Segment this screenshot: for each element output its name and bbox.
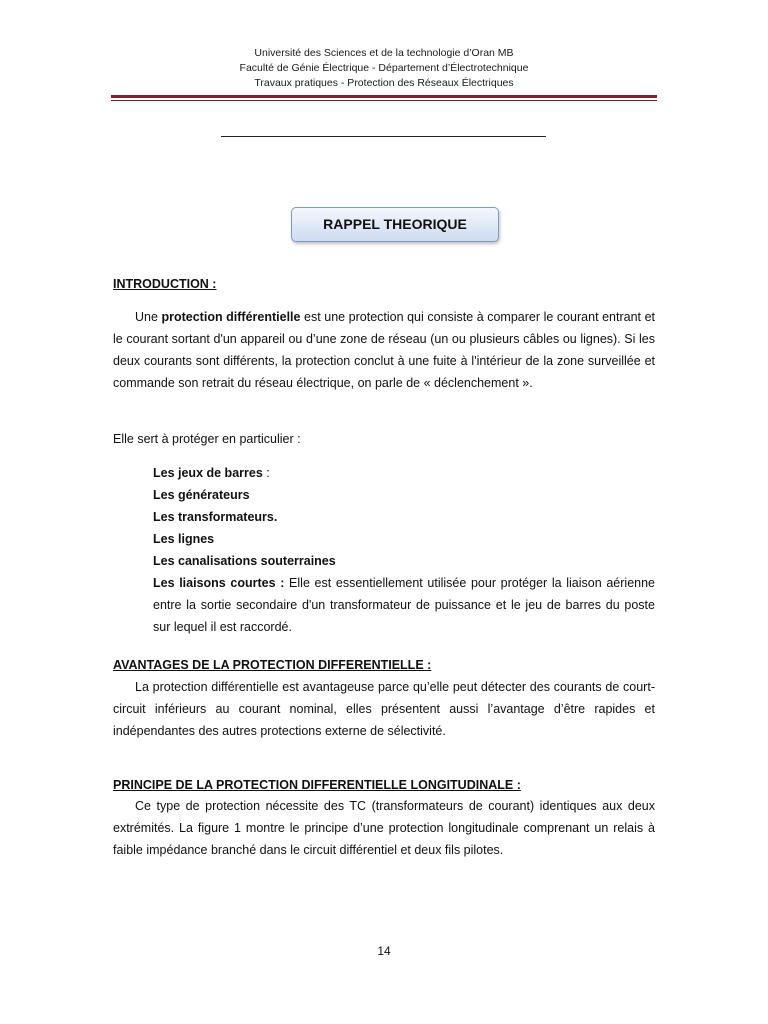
header-rule-thick <box>111 95 657 98</box>
document-header <box>0 46 768 91</box>
page-number: 14 <box>377 944 391 958</box>
header-faculty: Faculté de Génie Électrique - Département d’Électrotechnique <box>239 62 529 74</box>
header-course: Travaux pratiques - Protection des Réseaux Électriques <box>254 77 514 89</box>
list-item-text: : <box>262 466 270 480</box>
intro-term-bold: protection différentielle <box>161 310 301 324</box>
intro-list-lead: Elle sert à protéger en particulier : <box>113 432 301 446</box>
list-item-term: Les liaisons courtes : <box>153 576 285 590</box>
title-underline <box>221 136 546 137</box>
list-item <box>153 506 655 528</box>
list-item <box>153 550 655 572</box>
section-title: RAPPEL THEORIQUE <box>323 216 467 232</box>
list-item <box>153 528 655 550</box>
protected-items-list <box>153 462 655 638</box>
intro-paragraph <box>113 306 655 394</box>
list-item <box>153 572 655 638</box>
section-title-box <box>291 207 499 242</box>
list-item-term: Les générateurs <box>153 488 250 502</box>
list-item-term: Les canalisations souterraines <box>153 554 336 568</box>
principle-heading: PRINCIPE DE LA PROTECTION DIFFERENTIELLE LONGITUDINALE : <box>113 778 521 792</box>
list-item-term: Les jeux de barres <box>153 466 263 480</box>
list-item-term: Les transformateurs. <box>153 510 278 524</box>
list-item-text: Elle est essentiellement utilisée pour protéger la liaison aérienne entre la sortie secondaire d'un transformateur de puissance et le jeu de barres du poste sur lequel il est raccordé. <box>153 576 655 634</box>
list-item <box>153 462 655 484</box>
advantages-heading: AVANTAGES DE LA PROTECTION DIFFERENTIELLE : <box>113 658 432 672</box>
intro-text-pre: Une <box>135 310 162 324</box>
list-item <box>153 484 655 506</box>
intro-heading: INTRODUCTION : <box>113 277 217 291</box>
intro-text-post: est une protection qui consiste à comparer le courant entrant et le courant sortant d'un appareil ou d’une zone de réseau (un ou plusieurs câbles ou lignes). Si les deux courants sont différents, la protection conclut à une fuite à l'intérieur de la zone surveillée et commande son retrait du réseau électrique, on parle de « déclenchement ». <box>113 310 655 390</box>
principle-paragraph: Ce type de protection nécessite des TC (transformateurs de courant) identiques aux deux extrémités. La figure 1 montre le principe d’une protection longitudinale comprenant un relais à faible impédance branché dans le circuit différentiel et deux fils pilotes. <box>113 799 655 857</box>
advantages-paragraph: La protection différentielle est avantageuse parce qu’elle peut détecter des courants de court-circuit inférieurs au courant nominal, elles présentent aussi l’avantage d’être rapides et indépendantes des autres protections externe de sélectivité. <box>113 680 655 738</box>
header-university: Université des Sciences et de la technologie d’Oran MB <box>254 47 514 59</box>
header-rule-thin <box>111 100 657 101</box>
list-item-term: Les lignes <box>153 532 215 546</box>
